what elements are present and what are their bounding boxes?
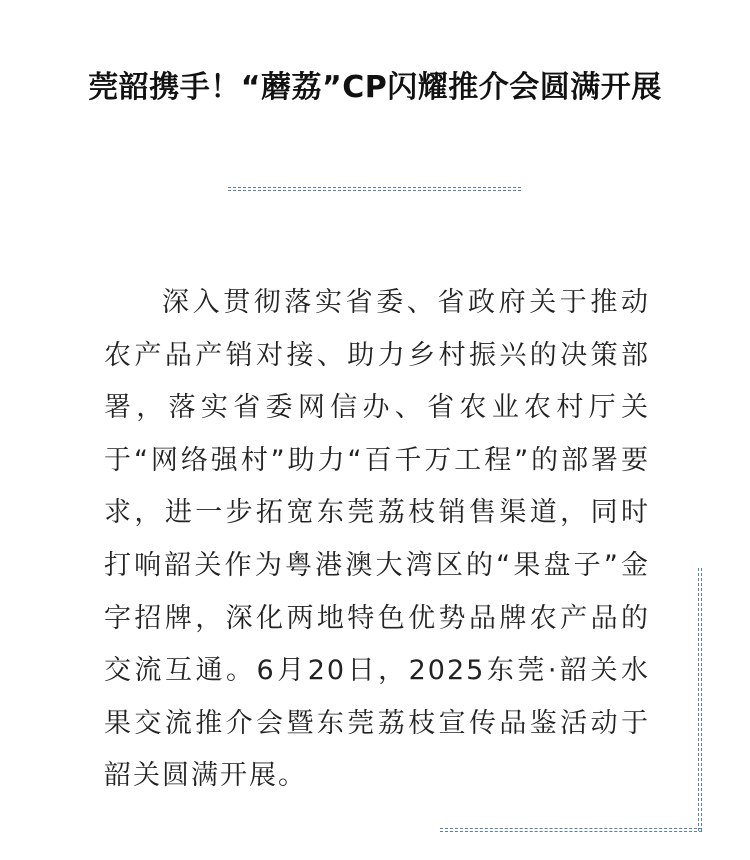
title-divider [228, 187, 521, 191]
article-title: 莞韶携手！“蘑荔”CP闪耀推介会圆满开展 [88, 70, 662, 105]
article-paragraph: 深入贯彻落实省委、省政府关于推动农产品产销对接、助力乡村振兴的决策部署，落实省委网信办、省农业农村厅关于“网络强村”助力“百千万工程”的部署要求，进一步拓宽东莞荔枝销售渠道，同时打响韶关作为粤港澳大湾区的“果盘子”金字招牌，深化两地特色优势品牌农产品的交流互通。6月20日，2025东莞·韶关水果交流推介会暨东莞荔枝宣传品鉴活动于韶关圆满开展。 [104, 287, 650, 792]
decorative-frame-vertical [698, 568, 702, 831]
decorative-frame-horizontal [440, 828, 702, 832]
